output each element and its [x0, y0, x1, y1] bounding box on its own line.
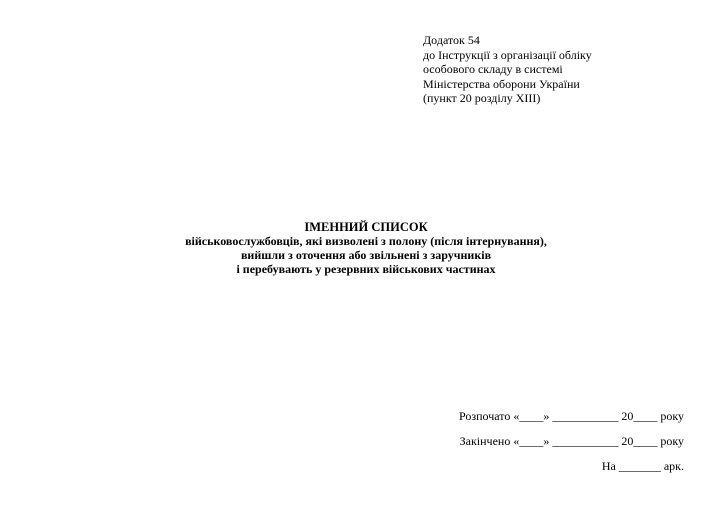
started-date-line: Розпочато «____» ___________ 20____ року — [458, 409, 684, 423]
document-footer — [459, 409, 684, 484]
appendix-reference — [423, 33, 683, 106]
sheet-count-line: На _______ арк. — [601, 459, 684, 473]
appendix-instruction-line: особового складу в системі — [423, 62, 563, 76]
document-subtitle-line: вийшли з оточення або звільнені з заручників — [240, 248, 492, 262]
appendix-ministry-line: Міністерства оборони України — [423, 76, 580, 91]
appendix-number: Додаток 54 — [423, 33, 480, 47]
appendix-instruction-line: до Інструкції з організації обліку — [423, 47, 592, 62]
document-subtitle-line: військовослужбовців, які визволені з полону (після інтернування), — [185, 234, 547, 248]
document-title: ІМЕННИЙ СПИСОК — [304, 220, 428, 234]
document-title-block — [0, 220, 720, 276]
appendix-clause-line: (пункт 20 розділу XIII) — [423, 91, 541, 105]
finished-date-line: Закінчено «____» ___________ 20____ року — [459, 434, 684, 448]
document-subtitle-line: і перебувають у резервних військових частинах — [236, 262, 496, 276]
